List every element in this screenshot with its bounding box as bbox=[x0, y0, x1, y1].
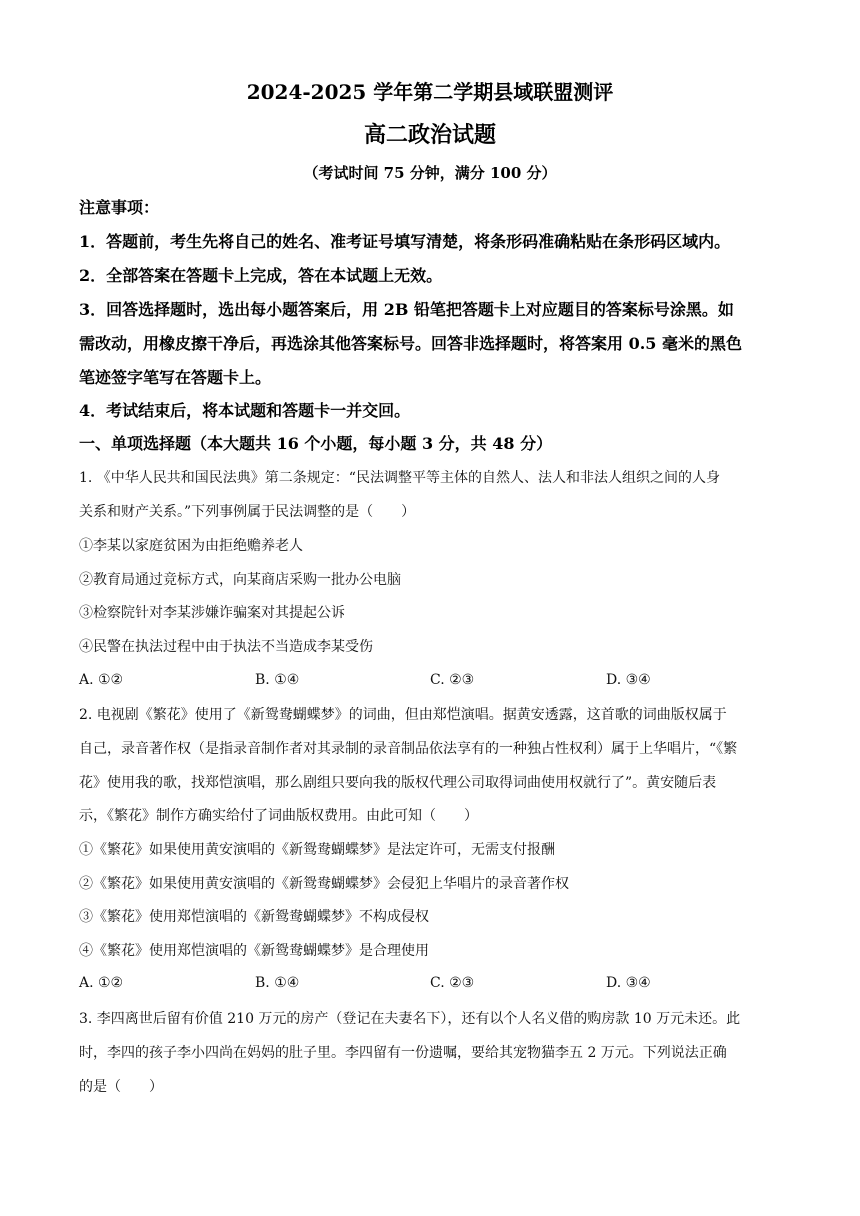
q2-item-1: ①《繁花》如果使用黄安演唱的《新鸳鸯蝴蝶梦》是法定许可，无需支付报酬 bbox=[79, 842, 555, 858]
exam-title-line2: 高二政治试题 bbox=[363, 122, 496, 148]
q2-stem-line-2: 自己，录音著作权（是指录音制作者对其录制的录音制品依法享有的一种独占性权利）属于上华唱片，“《繁 bbox=[79, 741, 738, 757]
exam-info: （考试时间 75 分钟，满分 100 分） bbox=[303, 164, 557, 182]
q1-option-a: A. ①② bbox=[79, 672, 124, 688]
exam-title-line1: 2024-2025 学年第二学期县域联盟测评 bbox=[246, 80, 614, 104]
q3-stem-line-1: 3. 李四离世后留有价值 210 万元的房产（登记在夫妻名下），还有以个人名义借的购房款 10 万元未还。此 bbox=[79, 1011, 741, 1027]
q3-stem-line-2: 时，李四的孩子李小四尚在妈妈的肚子里。李四留有一份遗嘱，要给其宠物猫李五 2 万元。下列说法正确 bbox=[79, 1045, 727, 1061]
q2-item-2: ②《繁花》如果使用黄安演唱的《新鸳鸯蝴蝶梦》会侵犯上华唱片的录音著作权 bbox=[79, 876, 569, 892]
q1-stem-line-2: 关系和财产关系。”下列事例属于民法调整的是（ ） bbox=[79, 504, 416, 520]
q2-option-b: B. ①④ bbox=[255, 975, 300, 991]
q2-option-a: A. ①② bbox=[79, 975, 124, 991]
q1-item-4: ④民警在执法过程中由于执法不当造成李某受伤 bbox=[79, 639, 373, 655]
q1-stem-line-1: 1. 《中华人民共和国民法典》第二条规定：“民法调整平等主体的自然人、法人和非法人组织之间的人身 bbox=[79, 470, 720, 486]
notes-line-6: 4．考试结束后，将本试题和答题卡一并交回。 bbox=[79, 401, 411, 420]
q2-stem-line-4: 示，《繁花》制作方确实给付了词曲版权费用。由此可知（ ） bbox=[79, 808, 478, 824]
notes-line-5: 笔迹签字笔写在答题卡上。 bbox=[79, 368, 272, 387]
section-heading: 一、单项选择题（本大题共 16 个小题，每小题 3 分，共 48 分） bbox=[79, 434, 553, 453]
notes-line-3: 3．回答选择题时，选出每小题答案后，用 2B 铅笔把答题卡上对应题目的答案标号涂黑。如 bbox=[79, 300, 734, 319]
notes-heading: 注意事项： bbox=[79, 198, 160, 217]
q3-stem-line-3: 的是（ ） bbox=[79, 1079, 163, 1095]
q1-item-2: ②教育局通过竞标方式，向某商店采购一批办公电脑 bbox=[79, 572, 401, 588]
q2-option-d: D. ③④ bbox=[606, 975, 651, 991]
q2-option-c: C. ②③ bbox=[430, 975, 475, 991]
q1-option-c: C. ②③ bbox=[430, 672, 475, 688]
q2-stem-line-1: 2. 电视剧《繁花》使用了《新鸳鸯蝴蝶梦》的词曲，但由郑恺演唱。据黄安透露，这首歌的词曲版权属于 bbox=[79, 707, 727, 723]
q1-item-3: ③检察院针对李某涉嫌诈骗案对其提起公诉 bbox=[79, 605, 345, 621]
q2-stem-line-3: 花》使用我的歌，找郑恺演唱，那么剧组只要向我的版权代理公司取得词曲使用权就行了”。黄安随后表 bbox=[79, 775, 717, 791]
notes-line-4: 需改动，用橡皮擦干净后，再选涂其他答案标号。回答非选择题时，将答案用 0.5 毫米的黑色 bbox=[79, 334, 742, 353]
q1-option-d: D. ③④ bbox=[606, 672, 651, 688]
q2-item-4: ④《繁花》使用郑恺演唱的《新鸳鸯蝴蝶梦》是合理使用 bbox=[79, 943, 429, 959]
notes-line-1: 1．答题前，考生先将自己的姓名、准考证号填写清楚，将条形码准确粘贴在条形码区域内。 bbox=[79, 232, 731, 251]
notes-line-2: 2．全部答案在答题卡上完成，答在本试题上无效。 bbox=[79, 266, 443, 285]
q1-item-1: ①李某以家庭贫困为由拒绝赡养老人 bbox=[79, 538, 303, 554]
q2-item-3: ③《繁花》使用郑恺演唱的《新鸳鸯蝴蝶梦》不构成侵权 bbox=[79, 909, 429, 925]
q1-option-b: B. ①④ bbox=[255, 672, 300, 688]
